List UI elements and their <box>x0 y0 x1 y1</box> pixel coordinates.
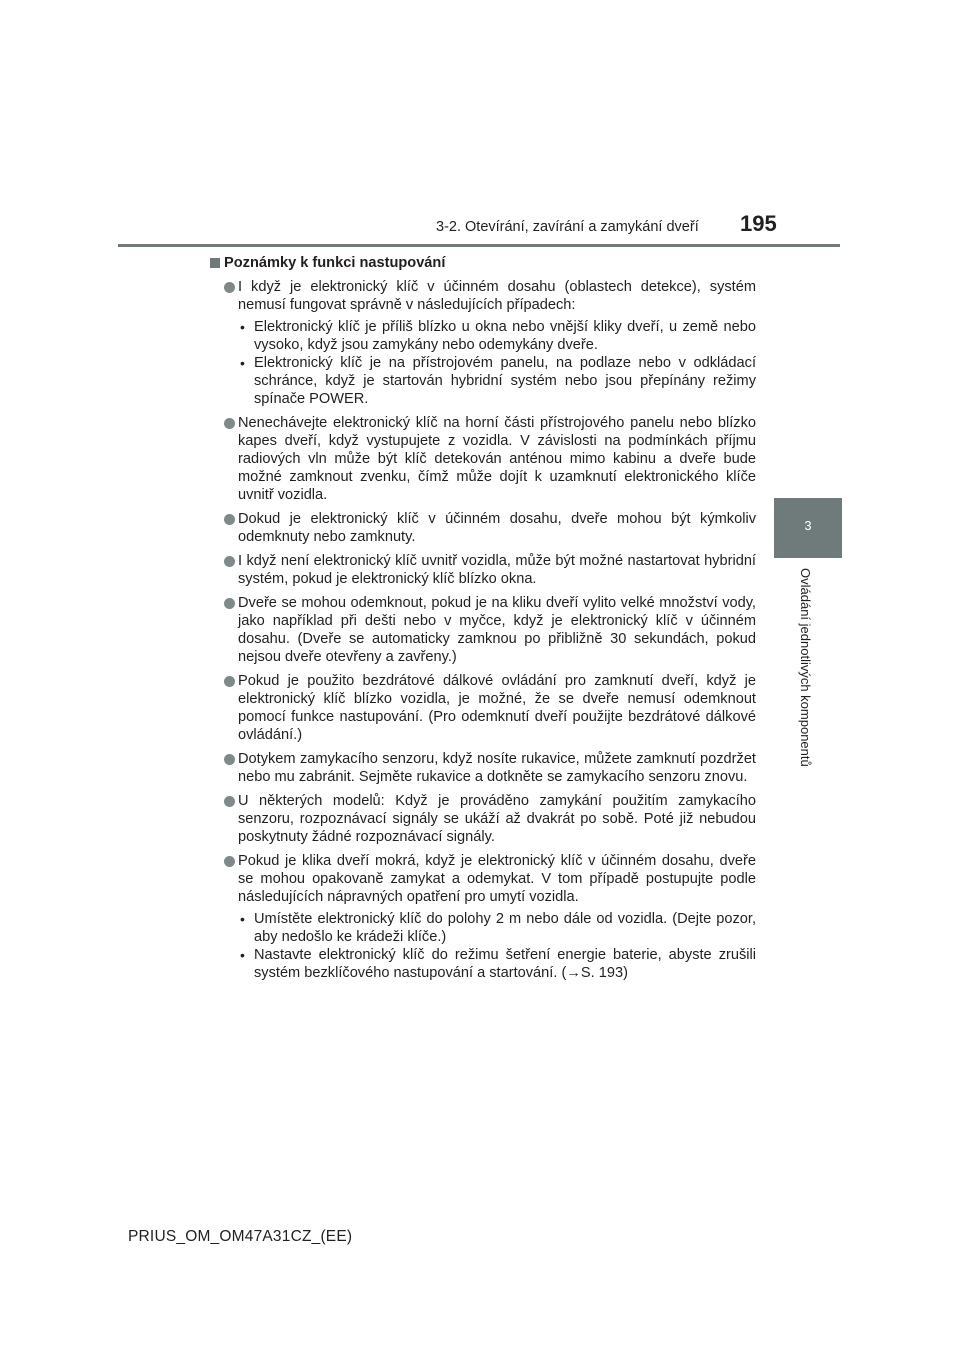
dot-bullet-icon: • <box>240 355 245 371</box>
list-item-text: U některých modelů: Když je prováděno zamykání použitím zamykacího senzoru, rozpoznávací signály se ukáží až dvakrát po sobě. Poté již nebudou poskytnuty žádné rozpoznávací signály. <box>238 793 756 845</box>
chapter-tab-number: 3 <box>804 518 812 533</box>
sublist <box>238 910 756 982</box>
circle-bullet-icon <box>224 598 235 609</box>
circle-bullet-icon <box>224 856 235 867</box>
sublist <box>238 318 756 408</box>
circle-bullet-icon <box>224 796 235 807</box>
header-section-title: 3-2. Otevírání, zavírání a zamykání dveří <box>436 219 699 235</box>
section-heading <box>208 254 756 272</box>
sublist-item-text: Elektronický klíč je na přístrojovém panelu, na podlaze nebo v odkládací schránce, když je startován hybridní systém nebo jsou přepínány režimy spínače POWER. <box>254 355 756 407</box>
dot-bullet-icon: • <box>240 911 245 927</box>
square-bullet-icon <box>210 258 220 268</box>
circle-bullet-icon <box>224 754 235 765</box>
list-item-text: Dokud je elektronický klíč v účinném dosahu, dveře mohou být kýmkoliv odemknuty nebo zamknuty. <box>238 511 756 545</box>
sublist-item-text: Umístěte elektronický klíč do polohy 2 m nebo dále od vozidla. (Dejte pozor, aby nedošlo ke krádeži klíče.) <box>254 911 756 945</box>
list-item <box>208 414 756 504</box>
list-item <box>208 510 756 546</box>
list-item <box>208 594 756 666</box>
list-item-text: I když není elektronický klíč uvnitř vozidla, může být možné nastartovat hybridní systém, pokud je elektronický klíč blízko okna. <box>238 553 756 587</box>
sublist-item-text: Nastavte elektronický klíč do režimu šetření energie baterie, abyste zrušili systém bezklíčového nastupování a startování. (→S. 193) <box>254 947 756 981</box>
page-number: 195 <box>740 211 777 236</box>
list-item <box>208 552 756 588</box>
list-item-text: I když je elektronický klíč v účinném dosahu (oblastech detekce), systém nemusí fungovat správně v následujících případech: <box>238 279 756 313</box>
sublist-item <box>238 354 756 408</box>
list-item-text: Pokud je použito bezdrátové dálkové ovládání pro zamknutí dveří, když je elektronický klíč blízko vozidla, je možné, že se dveře nemusí odemknout pomocí funkce nastupování. (Pro odemknutí dveří použijte bezdrátové dálkové ovládání.) <box>238 673 756 743</box>
list-item-text: Nenechávejte elektronický klíč na horní části přístrojového panelu nebo blízko kapes dveří, když vystupujete z vozidla. V závislosti na podmínkách příjmu radiových vln může být klíč detekován anténou mimo kabinu a dveře bude možné zamknout zvenku, čímž může dojít k uzamknutí elektronického klíče uvnitř vozidla. <box>238 415 756 503</box>
chapter-title-vertical: Ovládání jednotlivých komponentů <box>798 568 813 767</box>
circle-bullet-icon <box>224 676 235 687</box>
sublist-item <box>238 318 756 354</box>
section-heading-text: Poznámky k funkci nastupování <box>224 255 446 271</box>
list-item <box>208 278 756 408</box>
footer-document-code: PRIUS_OM_OM47A31CZ_(EE) <box>128 1228 353 1245</box>
dot-bullet-icon: • <box>240 947 245 963</box>
list-item-text: Pokud je klika dveří mokrá, když je elektronický klíč v účinném dosahu, dveře se mohou opakovaně zamykat a odemykat. V tom případě postupujte podle následujících nápravných opatření pro umytí vozidla. <box>238 853 756 905</box>
chapter-tab <box>774 498 842 558</box>
sublist-item <box>238 946 756 982</box>
sublist-item <box>238 910 756 946</box>
list-item <box>208 852 756 982</box>
list-item <box>208 750 756 786</box>
circle-bullet-icon <box>224 418 235 429</box>
list-item <box>208 672 756 744</box>
circle-bullet-icon <box>224 282 235 293</box>
list-item <box>208 792 756 846</box>
header-rule <box>118 244 840 247</box>
circle-bullet-icon <box>224 556 235 567</box>
dot-bullet-icon: • <box>240 319 245 335</box>
circle-bullet-icon <box>224 514 235 525</box>
content-body <box>208 254 756 988</box>
list-item-text: Dotykem zamykacího senzoru, když nosíte rukavice, můžete zamknutí pozdržet nebo mu zabránit. Sejměte rukavice a dotkněte se zamykacího senzoru znovu. <box>238 751 756 785</box>
sublist-item-text: Elektronický klíč je příliš blízko u okna nebo vnější kliky dveří, u země nebo vysoko, když jsou zamykány nebo odemykány dveře. <box>254 319 756 353</box>
list-item-text: Dveře se mohou odemknout, pokud je na kliku dveří vylito velké množství vody, jako například při dešti nebo v myčce, když je elektronický klíč v účinném dosahu. (Dveře se automaticky zamknou po přibližně 30 sekundách, pokud nejsou dveře otevřeny a zavřeny.) <box>238 595 756 665</box>
